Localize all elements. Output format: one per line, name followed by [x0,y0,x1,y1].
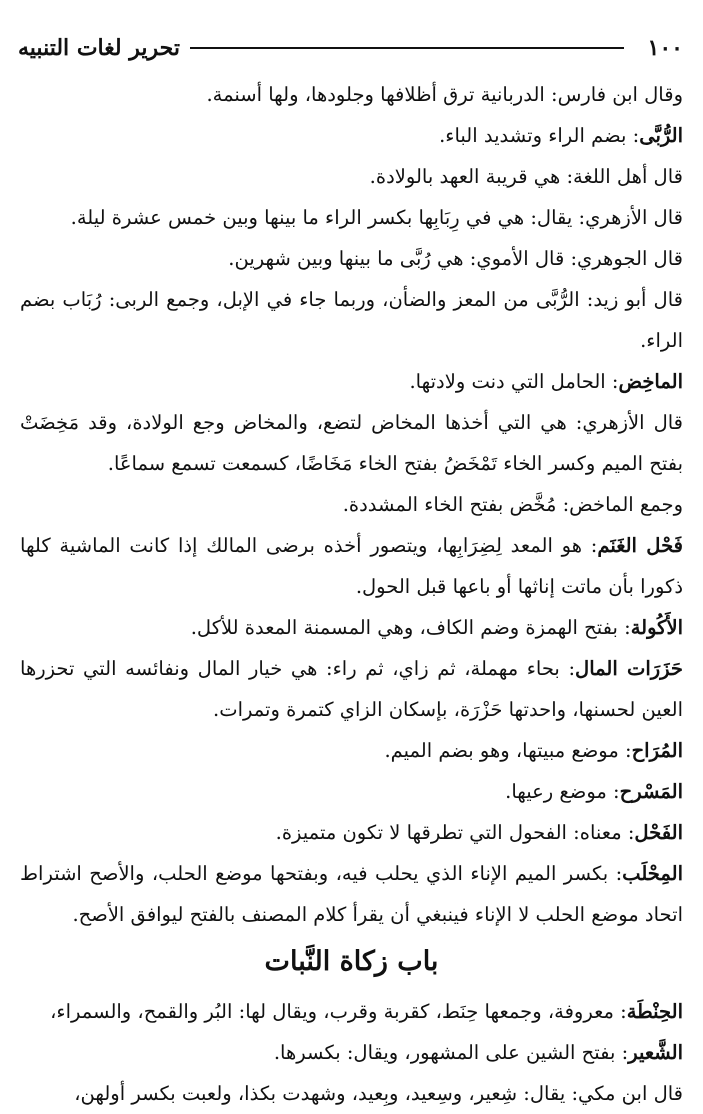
entry-text: : معناه: الفحول التي تطرقها لا تكون متميزة. [275,821,635,844]
paragraph [20,525,683,607]
entry-headword: الماخِض [618,370,683,393]
paragraph [20,279,683,361]
paragraph [20,853,683,935]
paragraph [20,115,683,156]
entry-text: : بحاء مهملة، ثم زاي، ثم راء: هي خيار المال ونفائسه التي تحزرها العين لحسنها، واحدتها حَزْرَة، بإسكان الزاي كتمرة وتمرات. [20,657,683,721]
paragraph [20,991,683,1032]
entry-text: : موضع رعيها. [505,780,620,803]
running-title: تحرير لغات التنبيه [18,35,180,61]
entry-text: قال ابن مكي: يقال: شِعير، وسِعيد، وبِعيد، وشهدت بكذا، ولعبت بكسر أولهن، [74,1082,683,1105]
entry-text: قال الجوهري: قال الأموي: هي رُبَّى ما بينها وبين شهرين. [228,247,683,270]
entry-headword: الرُّبَّى [639,124,683,147]
header-rule [190,47,624,49]
entries-block-1 [20,74,683,935]
paragraph [20,1032,683,1073]
entry-headword: فَحْل الغَنَم [597,534,683,557]
entry-headword: المَسْرح [619,780,683,803]
entry-headword: المُرَاح [631,739,683,762]
entry-text: : بضم الراء وتشديد الباء. [439,124,640,147]
entry-headword: الشَّعير [628,1041,683,1064]
entry-headword: الأَكُولة [630,616,683,639]
paragraph [20,361,683,402]
entry-text: : هو المعد لِضِرَابِها، ويتصور أخذه برضى المالك إذا كانت الماشية كلها ذكورا بأن ماتت إناثها أو باعها قبل الحول. [20,534,683,598]
entry-headword: حَزَرَات المال [575,657,683,680]
page-number: ١٠٠ [647,35,683,61]
paragraph [20,402,683,484]
entry-text: وجمع الماخض: مُخَّض بفتح الخاء المشددة. [342,493,683,516]
paragraph [20,1073,683,1114]
paragraph [20,812,683,853]
page-header [18,30,683,66]
entry-text: : بفتح الشين على المشهور، ويقال: بكسرها. [273,1041,629,1064]
entry-text: وقال ابن فارس: الدربانية ترق أظلافها وجلودها، ولها أسنمة. [206,83,683,106]
paragraph [20,771,683,812]
entries-block-2 [20,991,683,1114]
entry-text: قال الأزهري: يقال: هي في رِبَابِها بكسر الراء ما بينها وبين خمس عشرة ليلة. [70,206,683,229]
section-heading: باب زكاة النَّبات [264,946,439,977]
paragraph [20,156,683,197]
entry-headword: الفَحْل [634,821,683,844]
entry-text: : بكسر الميم الإناء الذي يحلب فيه، وبفتحها موضع الحلب، والأصح اشتراط اتحاد موضع الحلب لا الإناء فينبغي أن يقرأ كلام المصنف بالفتح ليوافق الأصح. [20,862,683,926]
entry-text: : موضع مبيتها، وهو بضم الميم. [384,739,632,762]
paragraph [20,197,683,238]
paragraph [20,484,683,525]
paragraph [20,648,683,730]
page-body [20,74,683,1114]
entry-text: : الحامل التي دنت ولادتها. [409,370,619,393]
paragraph [20,730,683,771]
entry-headword: المِحْلَب [622,862,683,885]
entry-text: : معروفة، وجمعها حِنَط، كقربة وقرب، ويقال لها: البُر والقمح، والسمراء، [50,1000,627,1023]
entry-text: قال أهل اللغة: هي قريبة العهد بالولادة. [369,165,683,188]
paragraph [20,74,683,115]
entry-text: قال أبو زيد: الرُّبَّى من المعز والضأن، وربما جاء في الإبل، وجمع الربى: رُبَاب بضم الراء. [20,288,683,352]
entry-headword: الحِنْطَة [626,1000,683,1023]
entry-text: قال الأزهري: هي التي أخذها المخاض لتضع، والمخاض وجع الولادة، وقد مَخِضَتْ بفتح الميم وكسر الخاء تَمْخَضُ بفتح الخاء مَخَاضًا، كسمعت تسمع سماعًا. [20,411,683,475]
entry-text: : بفتح الهمزة وضم الكاف، وهي المسمنة المعدة للأكل. [190,616,631,639]
paragraph [20,607,683,648]
paragraph [20,238,683,279]
